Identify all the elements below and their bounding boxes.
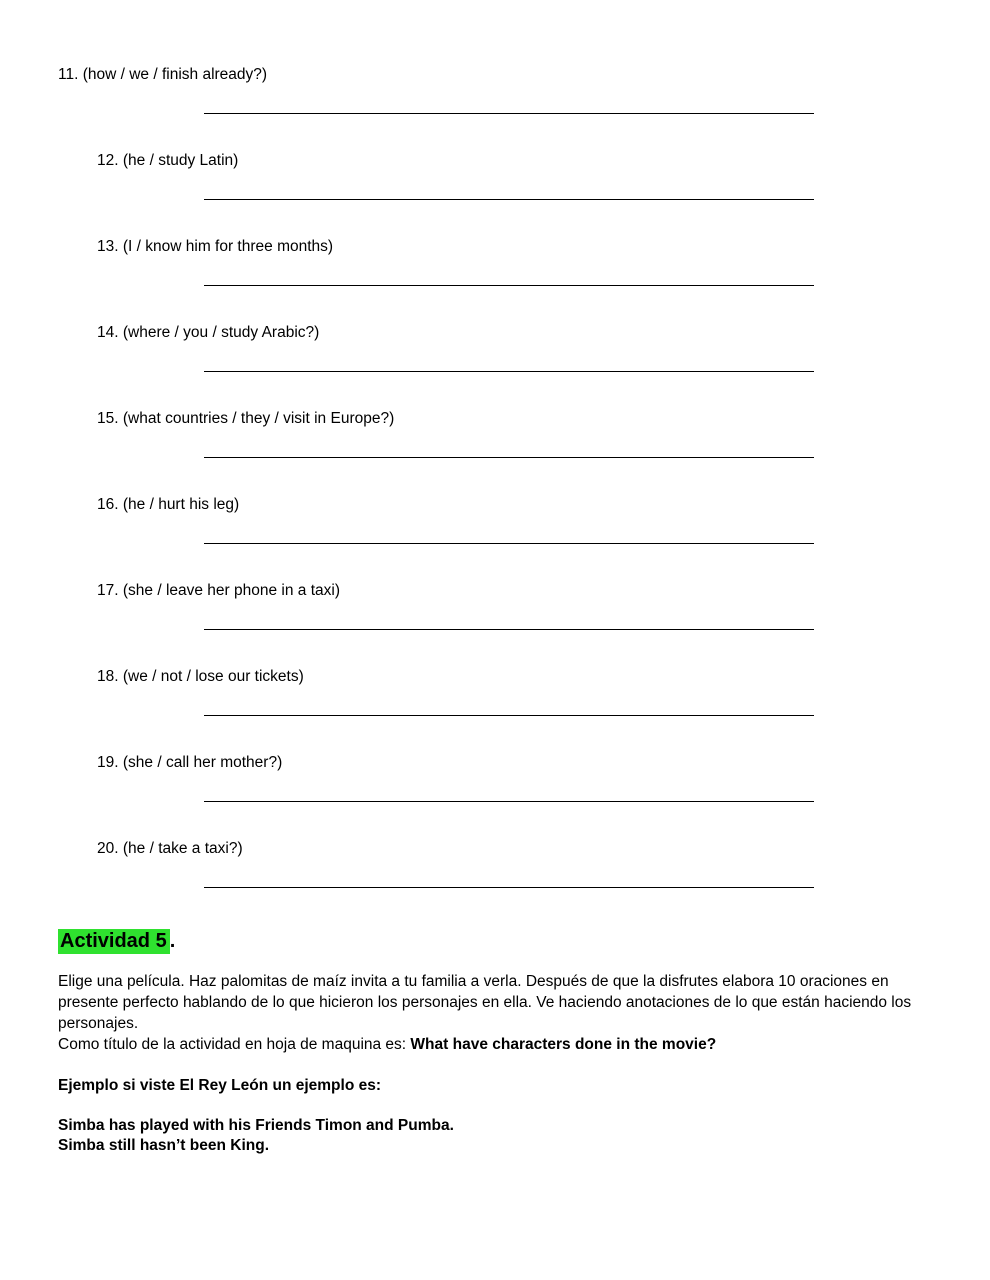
item-prompt: (we / not / lose our tickets) (122, 668, 304, 685)
item-number: 12. (97, 152, 119, 169)
item-number: 17. (97, 582, 119, 599)
answer-blank-line (204, 457, 814, 458)
example-sentences (58, 1116, 914, 1156)
exercise-prompt (58, 840, 914, 858)
exercise-item-15 (58, 410, 914, 458)
item-number: 16. (97, 496, 119, 513)
exercise-item-12 (58, 152, 914, 200)
activity-machine-title-line (58, 1034, 914, 1055)
exercise-prompt (58, 152, 914, 170)
exercise-prompt (58, 668, 914, 686)
exercise-prompt (58, 238, 914, 256)
answer-blank-line (204, 543, 814, 544)
activity-title-period: . (169, 930, 176, 952)
item-number: 13. (97, 238, 119, 255)
item-prompt: (she / leave her phone in a taxi) (122, 582, 341, 599)
item-prompt: (I / know him for three months) (122, 238, 334, 255)
example-sentence-2: Simba still hasn’t been King. (58, 1137, 270, 1154)
activity-section (58, 928, 914, 1156)
item-prompt: (she / call her mother?) (122, 754, 283, 771)
exercise-prompt (58, 324, 914, 342)
example-heading: Ejemplo si viste El Rey León un ejemplo es: (58, 1077, 382, 1094)
item-number: 11. (58, 66, 79, 83)
item-prompt: (he / take a taxi?) (122, 840, 243, 857)
machine-title-prefix: Como título de la actividad en hoja de maquina es: (58, 1036, 411, 1053)
exercise-item-16 (58, 496, 914, 544)
answer-blank-line (204, 199, 814, 200)
exercise-item-20 (58, 840, 914, 888)
exercise-prompt (58, 582, 914, 600)
answer-blank-line (204, 715, 814, 716)
item-number: 18. (97, 668, 119, 685)
answer-blank-line (204, 887, 814, 888)
exercise-item-17 (58, 582, 914, 630)
exercise-item-18 (58, 668, 914, 716)
item-prompt: (how / we / finish already?) (82, 66, 268, 83)
item-number: 20. (97, 840, 119, 857)
item-number: 15. (97, 410, 119, 427)
item-prompt: (where / you / study Arabic?) (122, 324, 320, 341)
exercise-item-13 (58, 238, 914, 286)
item-prompt: (what countries / they / visit in Europe?) (122, 410, 395, 427)
exercise-prompt (58, 754, 914, 772)
answer-blank-line (204, 801, 814, 802)
item-prompt: (he / study Latin) (122, 152, 239, 169)
item-number: 19. (97, 754, 119, 771)
answer-blank-line (204, 629, 814, 630)
answer-blank-line (204, 113, 814, 114)
activity-title-highlighted-text: Actividad 5 (58, 929, 170, 954)
item-prompt: (he / hurt his leg) (122, 496, 240, 513)
example-sentence-1: Simba has played with his Friends Timon and Pumba. (58, 1117, 454, 1134)
exercise-prompt (58, 66, 914, 84)
activity-title (58, 928, 914, 954)
exercise-item-19 (58, 754, 914, 802)
answer-blank-line (204, 371, 814, 372)
exercise-item-11 (58, 66, 914, 114)
exercise-prompt (58, 496, 914, 514)
answer-blank-line (204, 285, 814, 286)
exercise-prompt (58, 410, 914, 428)
item-number: 14. (97, 324, 119, 341)
machine-title-bold: What have characters done in the movie? (410, 1036, 717, 1053)
activity-instructions: Elige una película. Haz palomitas de maíz invita a tu familia a verla. Después de que la disfrutes elabora 10 oraciones en presente perfecto hablando de lo que hicieron los personajes en ella. Ve haciendo anotaciones de lo que están haciendo los personajes. (58, 973, 912, 1032)
exercise-item-14 (58, 324, 914, 372)
